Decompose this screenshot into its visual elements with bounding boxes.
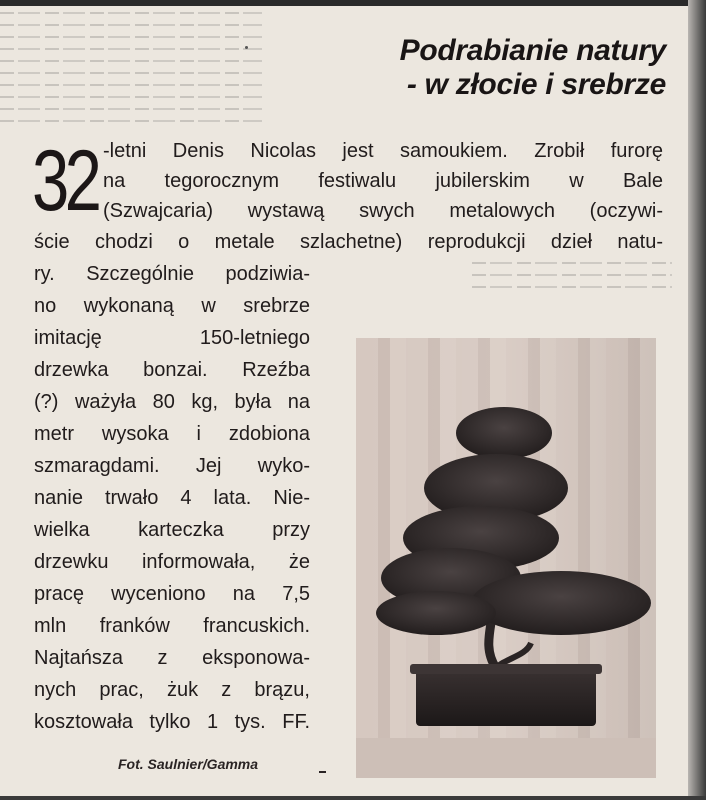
body-line-17: Najtańsza z eksponowa-: [34, 647, 310, 669]
credit-dash: [319, 771, 326, 773]
body-line-4: ście chodzi o metale szlachetne) reprodukcji dzieł natu-: [34, 231, 663, 253]
title-line-1: Podrabianie natury: [399, 34, 666, 67]
body-line-1: -letni Denis Nicolas jest samoukiem. Zrobił furorę: [103, 140, 663, 162]
body-line-12: nanie trwało 4 lata. Nie-: [34, 487, 310, 509]
bonsai-tree-photo: [356, 338, 656, 778]
body-line-18: nych prac, żuk z brązu,: [34, 679, 310, 701]
scan-border-bottom: [0, 796, 706, 800]
article-title: [400, 34, 666, 102]
body-line-10: metr wysoka i zdobiona: [34, 423, 310, 445]
body-line-16: mln franków francuskich.: [34, 615, 310, 637]
body-line-7: imitację 150-letniego: [34, 327, 310, 349]
body-line-9: (?) ważyła 80 kg, była na: [34, 391, 310, 413]
body-line-19: kosztowała tylko 1 tys. FF.: [34, 711, 310, 733]
body-line-5: ry. Szczególnie podziwia-: [34, 263, 310, 285]
photo-credit: Fot. Saulnier/Gamma: [118, 756, 259, 772]
body-line-2: na tegorocznym festiwalu jubilerskim w Bale: [103, 170, 663, 192]
body-line-15: pracę wyceniono na 7,5: [34, 583, 310, 605]
body-line-11: szmaragdami. Jej wyko-: [34, 455, 310, 477]
speck: [245, 46, 248, 49]
title-line-2: - w złocie i srebrze: [406, 68, 666, 101]
drop-cap-number: 32: [32, 133, 98, 229]
body-line-13: wielka karteczka przy: [34, 519, 310, 541]
scan-border-top: [0, 0, 706, 6]
body-line-8: drzewka bonzai. Rzeźba: [34, 359, 310, 381]
faded-bleed-through-text: [0, 12, 262, 132]
body-line-3: (Szwajcaria) wystawą swych metalowych (oczywi-: [103, 200, 663, 222]
bonsai-tree-illustration: [356, 338, 656, 778]
scan-border-right: [688, 0, 706, 800]
body-line-6: no wykonaną w srebrze: [34, 295, 310, 317]
body-line-14: drzewku informowała, że: [34, 551, 310, 573]
faded-bleed-through-text-right: [472, 262, 672, 302]
